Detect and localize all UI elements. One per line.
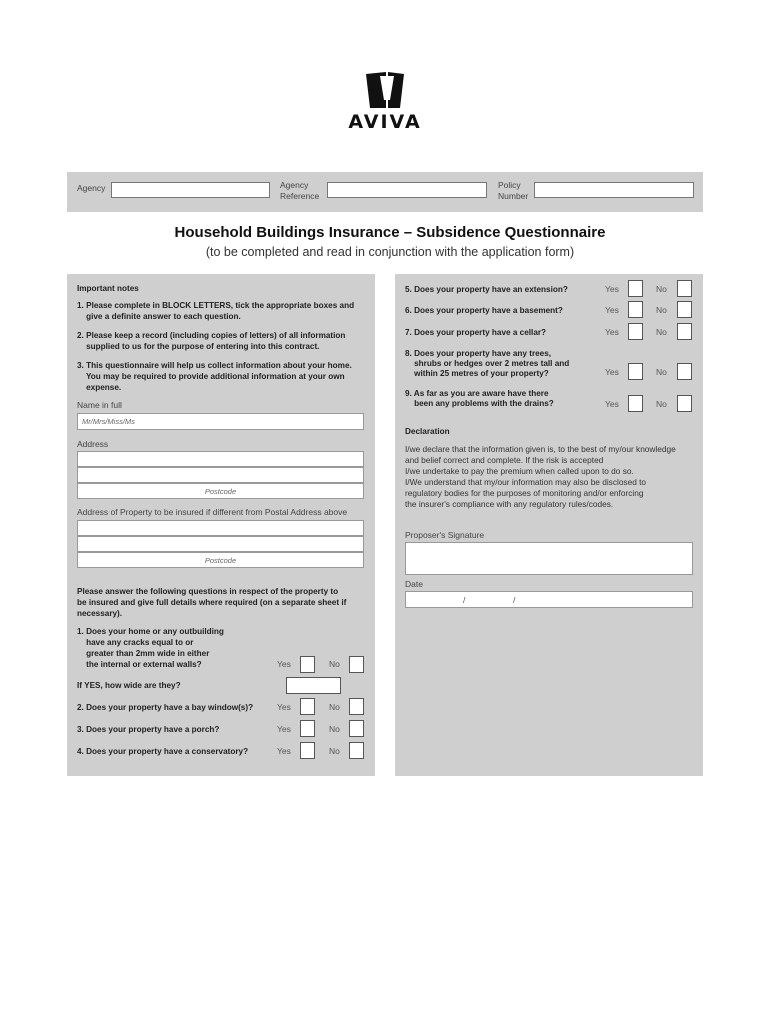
q9-yes-label: Yes bbox=[605, 399, 619, 409]
q6-no-label: No bbox=[656, 305, 667, 315]
q8-yes-checkbox[interactable] bbox=[628, 363, 643, 380]
q9-no-checkbox[interactable] bbox=[677, 395, 692, 412]
question-1: 1. Does your home or any outbuilding have any cracks equal to or greater than 2mm wide in either the internal or external walls? bbox=[77, 627, 224, 669]
question-5: 5. Does your property have an extension? bbox=[405, 285, 568, 294]
aviva-logo-mark-icon bbox=[366, 72, 404, 108]
question-3: 3. Does your property have a porch? bbox=[77, 725, 220, 734]
instructions-text: Please answer the following questions in respect of the property to be insured and give full details where required (on a separate sheet if necessary). bbox=[77, 587, 347, 618]
property-postcode-field[interactable] bbox=[77, 552, 364, 568]
note-2: 2. Please keep a record (including copies of letters) of all information supplied to us for the purpose of entering into this contract. bbox=[77, 331, 346, 351]
address-postcode-placeholder: Postcode bbox=[204, 487, 237, 496]
q2-no-label: No bbox=[329, 702, 340, 712]
date-separator-2: / bbox=[513, 595, 516, 605]
note-3: 3. This questionnaire will help us collect information about your home. You may be required to provide additional information at your own expense. bbox=[77, 361, 352, 392]
signature-label: Proposer's Signature bbox=[405, 530, 485, 540]
form-title: Household Buildings Insurance – Subsidence Questionnaire bbox=[174, 224, 606, 241]
agency-label: Agency bbox=[77, 183, 106, 193]
q9-yes-checkbox[interactable] bbox=[628, 395, 643, 412]
form-subtitle: (to be completed and read in conjunction with the application form) bbox=[205, 245, 575, 259]
q8-yes-label: Yes bbox=[605, 367, 619, 377]
declaration-text: I/we declare that the information given is, to the best of my/our knowledge and belief correct and complete. If the risk is accepted I/we undertake to pay the premium when called upon to do so. I/We understand that my/our information may also be disclosed to regulatory bodies for the purposes of monitoring and/or enforcing the insurer's compliance with any regulatory rules/codes. bbox=[405, 444, 676, 509]
name-field[interactable] bbox=[77, 413, 364, 430]
question-8: 8. Does your property have any trees, shrubs or hedges over 2 metres tall and within 25 metres of your property? bbox=[405, 349, 570, 378]
property-address-line-1[interactable] bbox=[77, 520, 364, 536]
q5-no-label: No bbox=[656, 284, 667, 294]
property-postcode-placeholder: Postcode bbox=[204, 556, 237, 565]
question-9: 9. As far as you are aware have there been any problems with the drains? bbox=[405, 389, 554, 408]
q5-no-checkbox[interactable] bbox=[677, 280, 692, 297]
q7-no-checkbox[interactable] bbox=[677, 323, 692, 340]
agency-field[interactable] bbox=[111, 182, 270, 198]
q7-yes-label: Yes bbox=[605, 327, 619, 337]
q7-yes-checkbox[interactable] bbox=[628, 323, 643, 340]
name-placeholder: Mr/Mrs/Miss/Ms bbox=[82, 417, 135, 426]
agency-reference-label: Agency Reference bbox=[280, 180, 320, 201]
date-label: Date bbox=[405, 579, 423, 589]
signature-field[interactable] bbox=[405, 542, 693, 575]
q7-no-label: No bbox=[656, 327, 667, 337]
q1-no-label: No bbox=[329, 659, 340, 669]
address-postcode-field[interactable] bbox=[77, 483, 364, 499]
agency-reference-field[interactable] bbox=[327, 182, 487, 198]
q1-yes-label: Yes bbox=[277, 659, 291, 669]
name-label: Name in full bbox=[77, 400, 122, 410]
q2-yes-checkbox[interactable] bbox=[300, 698, 315, 715]
question-7: 7. Does your property have a cellar? bbox=[405, 328, 547, 337]
q3-yes-checkbox[interactable] bbox=[300, 720, 315, 737]
important-notes-heading: Important notes bbox=[77, 284, 139, 293]
q4-no-checkbox[interactable] bbox=[349, 742, 364, 759]
address-line-2[interactable] bbox=[77, 467, 364, 483]
q2-yes-label: Yes bbox=[277, 702, 291, 712]
q2-no-checkbox[interactable] bbox=[349, 698, 364, 715]
property-address-label: Address of Property to be insured if different from Postal Address above bbox=[77, 507, 348, 517]
q5-yes-checkbox[interactable] bbox=[628, 280, 643, 297]
q8-no-checkbox[interactable] bbox=[677, 363, 692, 380]
address-line-1[interactable] bbox=[77, 451, 364, 467]
q1-no-checkbox[interactable] bbox=[349, 656, 364, 673]
declaration-heading: Declaration bbox=[405, 427, 450, 436]
policy-number-label: Policy Number bbox=[498, 180, 529, 201]
q5-yes-label: Yes bbox=[605, 284, 619, 294]
crack-width-field[interactable] bbox=[286, 677, 341, 694]
if-yes-question: If YES, how wide are they? bbox=[77, 681, 181, 690]
q6-no-checkbox[interactable] bbox=[677, 301, 692, 318]
date-field[interactable] bbox=[405, 591, 693, 608]
address-label: Address bbox=[77, 439, 109, 449]
question-6: 6. Does your property have a basement? bbox=[405, 306, 563, 315]
q4-no-label: No bbox=[329, 746, 340, 756]
q8-no-label: No bbox=[656, 367, 667, 377]
question-4: 4. Does your property have a conservatory? bbox=[77, 747, 249, 756]
date-separator-1: / bbox=[463, 595, 466, 605]
q6-yes-label: Yes bbox=[605, 305, 619, 315]
q4-yes-label: Yes bbox=[277, 746, 291, 756]
aviva-logo-text: AVIVA bbox=[348, 111, 422, 133]
note-1: 1. Please complete in BLOCK LETTERS, tick the appropriate boxes and give a definite answer to each question. bbox=[77, 301, 355, 321]
question-2: 2. Does your property have a bay window(s)? bbox=[77, 703, 254, 712]
q3-yes-label: Yes bbox=[277, 724, 291, 734]
q1-yes-checkbox[interactable] bbox=[300, 656, 315, 673]
property-address-line-2[interactable] bbox=[77, 536, 364, 552]
q3-no-checkbox[interactable] bbox=[349, 720, 364, 737]
q6-yes-checkbox[interactable] bbox=[628, 301, 643, 318]
q9-no-label: No bbox=[656, 399, 667, 409]
q3-no-label: No bbox=[329, 724, 340, 734]
policy-number-field[interactable] bbox=[534, 182, 694, 198]
q4-yes-checkbox[interactable] bbox=[300, 742, 315, 759]
